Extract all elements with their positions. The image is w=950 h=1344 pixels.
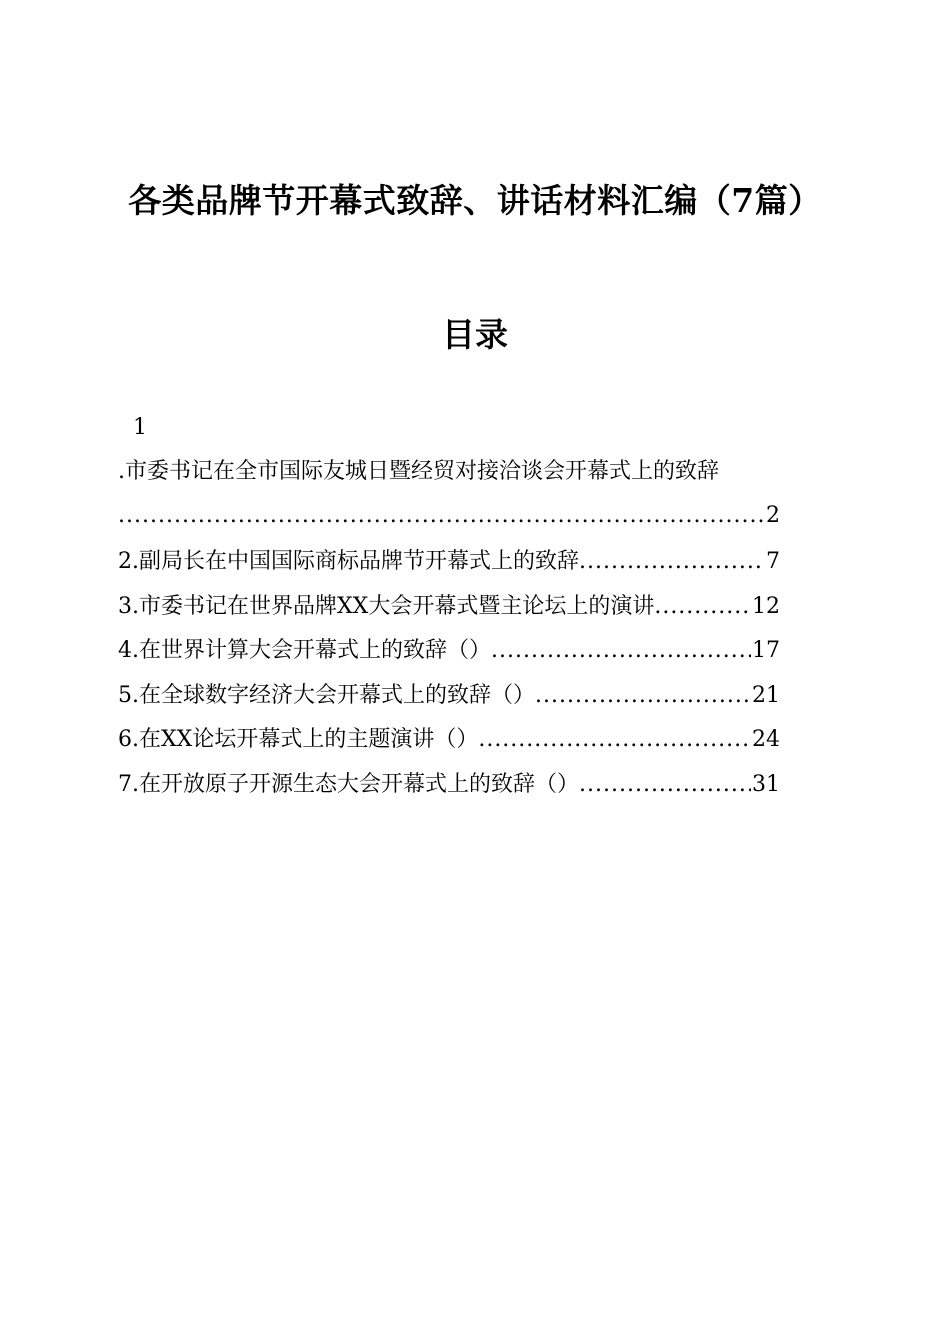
toc-entry-text: 2.副局长在中国国际商标品牌节开幕式上的致辞 — [118, 549, 579, 574]
toc-heading: 目录 — [442, 315, 508, 354]
dot-leader — [579, 544, 765, 580]
toc-entry-1-number[interactable]: 1 — [133, 415, 147, 440]
dot-leader — [118, 498, 765, 534]
toc-entry-1-page: 2 — [766, 503, 780, 528]
toc-entry-page: 17 — [752, 638, 780, 663]
dot-leader — [579, 767, 751, 803]
toc-entry-1-title[interactable]: .市委书记在全市国际友城日暨经贸对接洽谈会开幕式上的致辞 — [118, 459, 719, 484]
dot-leader — [491, 633, 751, 669]
toc-entry-text: 7.在开放原子开源生态大会开幕式上的致辞（） — [118, 772, 579, 797]
toc-entry-text: 6.在XX论坛开幕式上的主题演讲（） — [118, 727, 479, 752]
toc-entry-7[interactable] — [118, 767, 780, 803]
toc-entry-6[interactable] — [118, 722, 780, 758]
toc-entry-page: 12 — [752, 594, 780, 619]
toc-entry-5[interactable] — [118, 678, 780, 714]
toc-entry-2[interactable] — [118, 544, 780, 580]
toc-entry-text: 5.在全球数字经济大会开幕式上的致辞（） — [118, 683, 535, 708]
dot-leader — [535, 678, 751, 714]
toc-entry-1-leader-line[interactable] — [118, 498, 780, 534]
toc-entry-3[interactable] — [118, 589, 780, 625]
toc-entry-4[interactable] — [118, 633, 780, 669]
dot-leader — [654, 589, 751, 625]
toc-entry-page: 7 — [766, 549, 780, 574]
document-title: 各类品牌节开幕式致辞、讲话材料汇编（7篇） — [128, 181, 822, 220]
toc-entry-text: 3.市委书记在世界品牌XX大会开幕式暨主论坛上的演讲 — [118, 594, 655, 619]
toc-entry-text: 4.在世界计算大会开幕式上的致辞（） — [118, 638, 491, 663]
toc-entry-page: 21 — [752, 683, 780, 708]
dot-leader — [478, 722, 751, 758]
toc-entry-page: 31 — [752, 772, 780, 797]
toc-entry-page: 24 — [752, 727, 780, 752]
